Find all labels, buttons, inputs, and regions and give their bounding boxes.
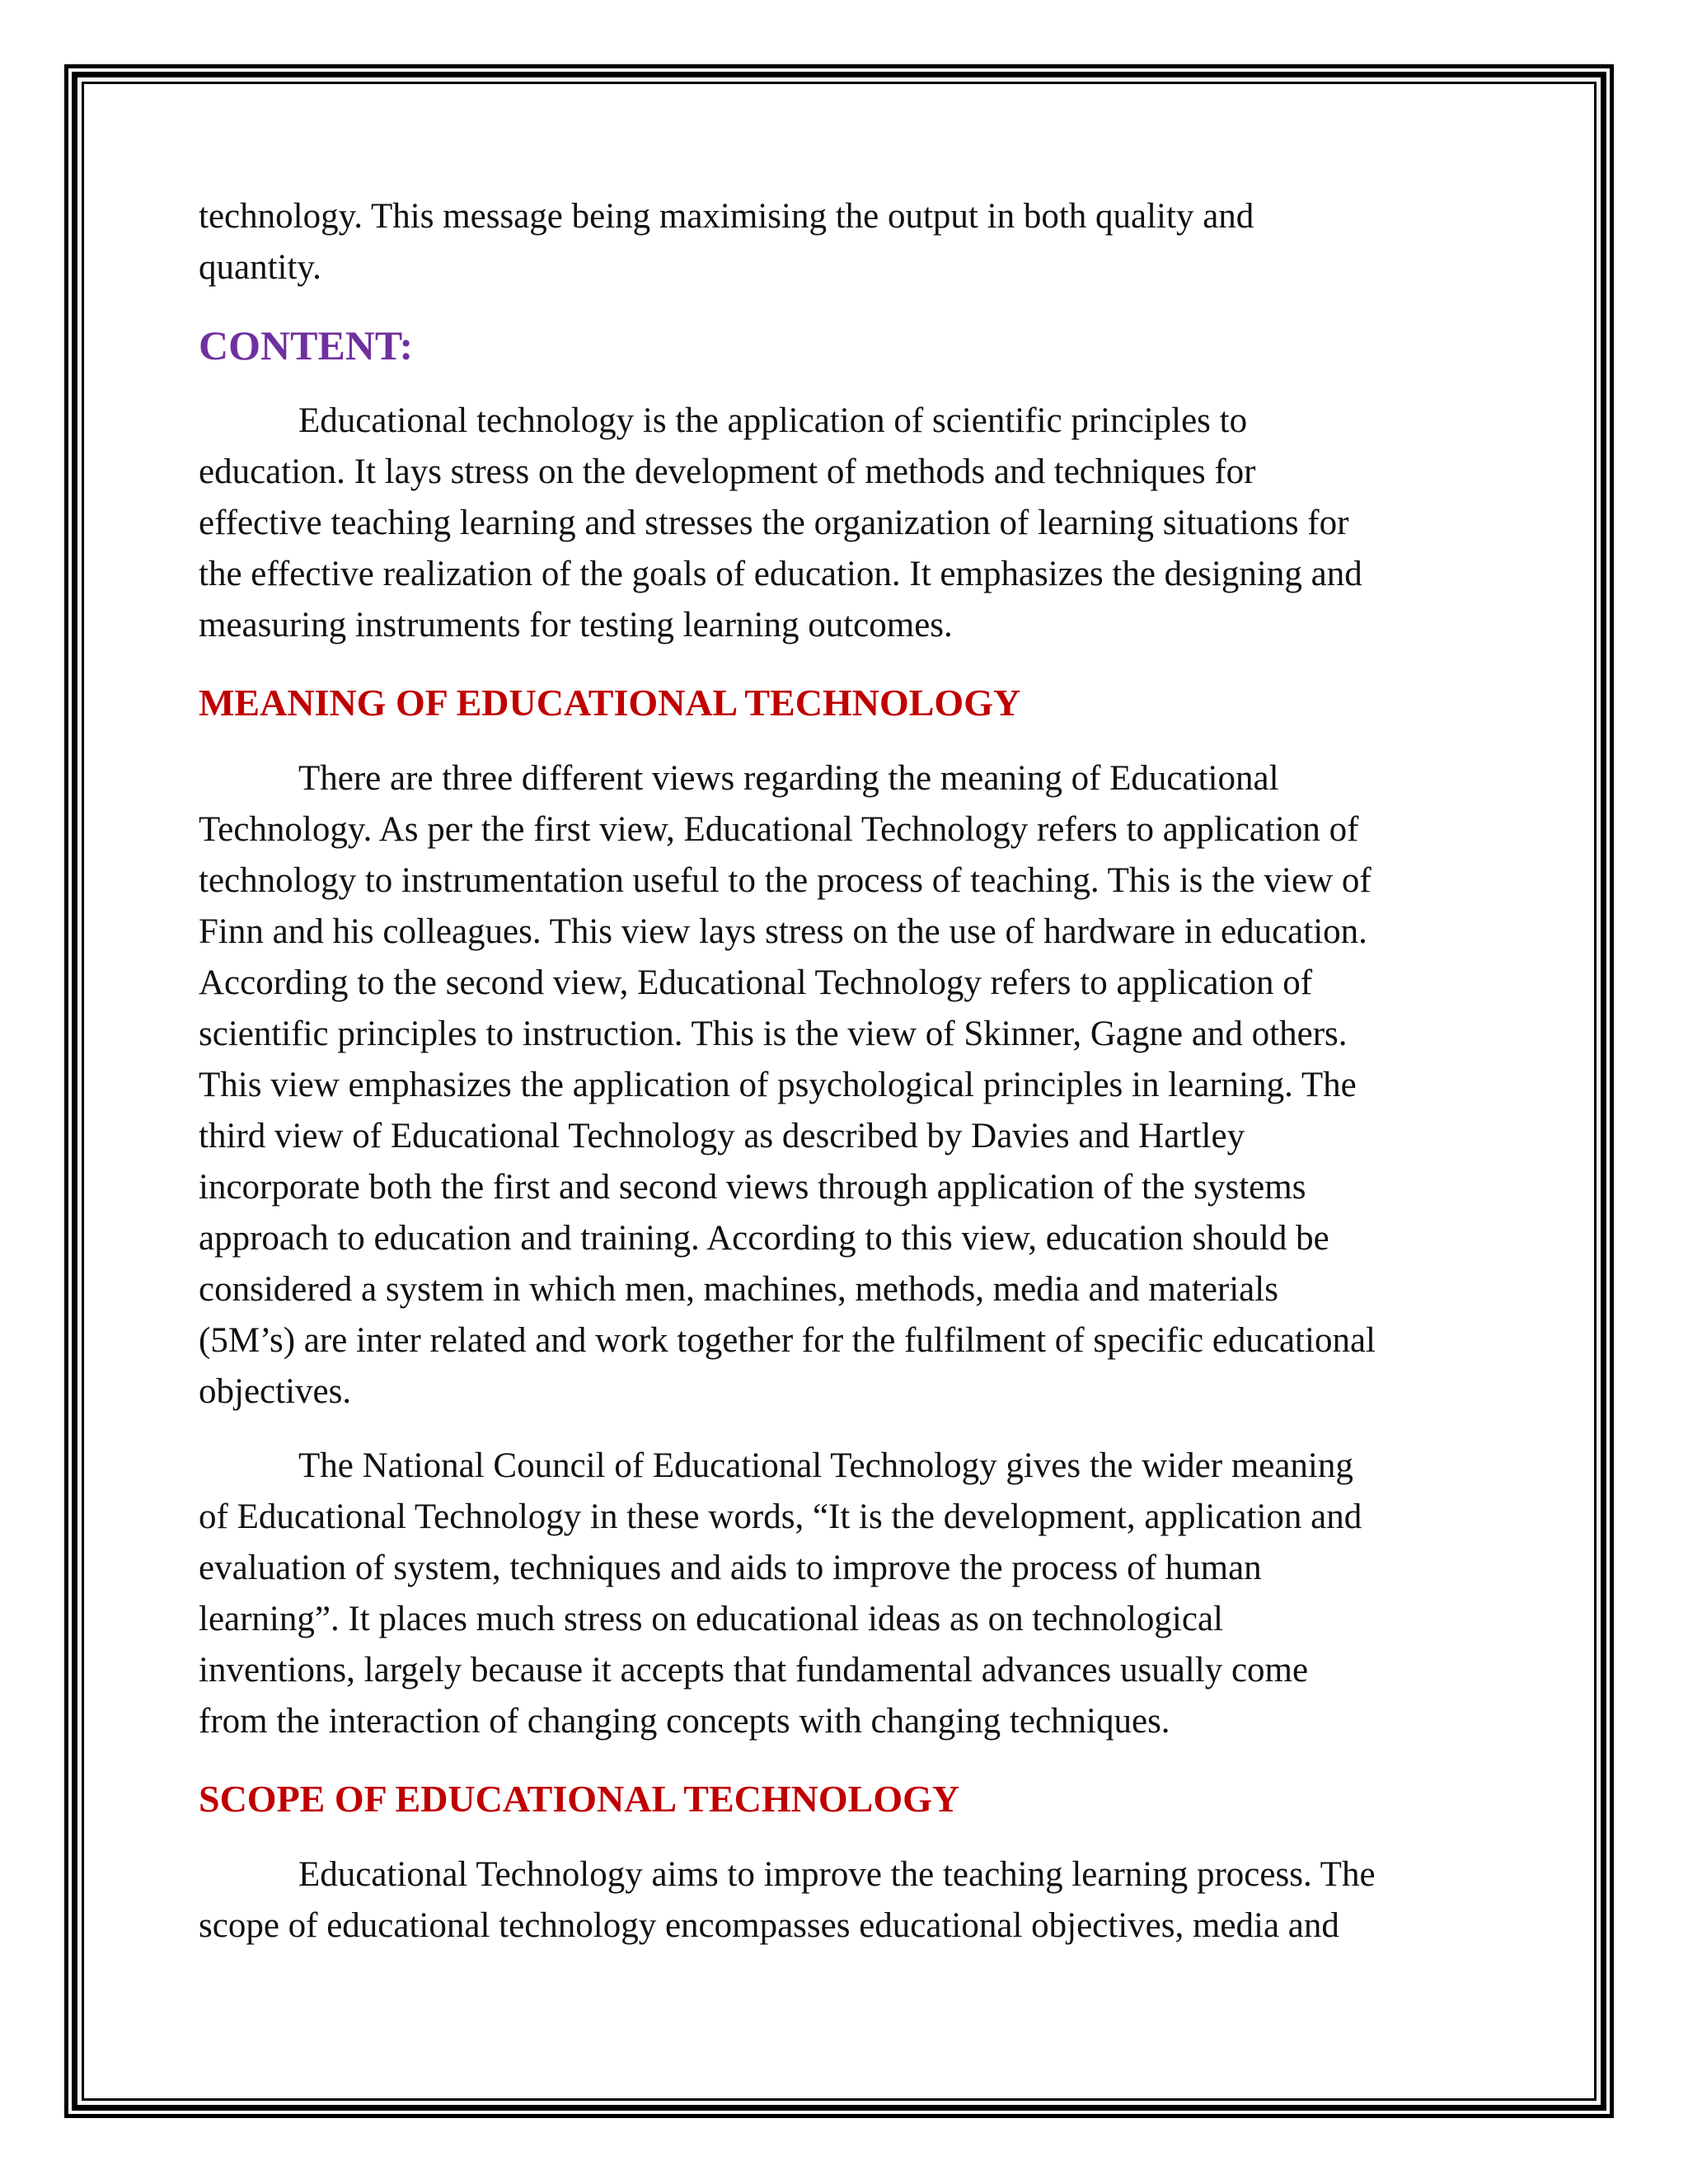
text-line: This view emphasizes the application of psychological principles in learning. The bbox=[199, 1066, 1357, 1104]
text-line: measuring instruments for testing learning outcomes. bbox=[199, 606, 953, 644]
scope-paragraph bbox=[199, 1849, 1484, 1952]
text-line: The National Council of Educational Technology gives the wider meaning bbox=[298, 1446, 1353, 1485]
text-line: the effective realization of the goals of education. It emphasizes the designing and bbox=[199, 555, 1362, 593]
text-line: quantity. bbox=[199, 248, 321, 287]
text-line: effective teaching learning and stresses the organization of learning situations for bbox=[199, 504, 1349, 542]
text-line: evaluation of system, techniques and aids to improve the process of human bbox=[199, 1549, 1262, 1587]
text-line: scientific principles to instruction. This is the view of Skinner, Gagne and others. bbox=[199, 1015, 1348, 1053]
text-line: Technology. As per the first view, Educational Technology refers to application of bbox=[199, 810, 1359, 849]
text-line: learning”. It places much stress on educational ideas as on technological bbox=[199, 1600, 1223, 1638]
text-line: According to the second view, Educational Technology refers to application of bbox=[199, 963, 1313, 1002]
meaning-paragraph-2 bbox=[199, 1441, 1484, 1747]
text-line: from the interaction of changing concepts with changing techniques. bbox=[199, 1702, 1170, 1741]
text-line: of Educational Technology in these words, “It is the development, application and bbox=[199, 1497, 1362, 1536]
text-line: considered a system in which men, machines, methods, media and materials bbox=[199, 1270, 1278, 1309]
text-line: Educational technology is the application of scientific principles to bbox=[298, 401, 1248, 440]
meaning-heading: MEANING OF EDUCATIONAL TECHNOLOGY bbox=[199, 682, 1021, 724]
text-line: Educational Technology aims to improve the teaching learning process. The bbox=[298, 1855, 1376, 1894]
text-line: technology. This message being maximising the output in both quality and bbox=[199, 197, 1254, 236]
intro-paragraph bbox=[199, 191, 1484, 293]
text-line: inventions, largely because it accepts that fundamental advances usually come bbox=[199, 1651, 1309, 1690]
text-line: Finn and his colleagues. This view lays stress on the use of hardware in education. bbox=[199, 912, 1367, 951]
text-line: third view of Educational Technology as described by Davies and Hartley bbox=[199, 1117, 1245, 1155]
content-paragraph bbox=[199, 396, 1484, 651]
text-line: objectives. bbox=[199, 1372, 352, 1411]
meaning-paragraph-1 bbox=[199, 753, 1484, 1418]
text-line: approach to education and training. According to this view, education should be bbox=[199, 1219, 1329, 1258]
text-line: There are three different views regarding the meaning of Educational bbox=[298, 759, 1279, 798]
text-line: scope of educational technology encompasses educational objectives, media and bbox=[199, 1906, 1339, 1945]
text-line: (5M’s) are inter related and work together for the fulfilment of specific educational bbox=[199, 1321, 1376, 1360]
text-line: technology to instrumentation useful to the process of teaching. This is the view of bbox=[199, 861, 1372, 900]
page-content bbox=[199, 191, 1484, 1952]
scope-heading: SCOPE OF EDUCATIONAL TECHNOLOGY bbox=[199, 1778, 960, 1820]
text-line: incorporate both the first and second views through application of the systems bbox=[199, 1168, 1306, 1207]
content-heading: CONTENT: bbox=[199, 322, 414, 368]
text-line: education. It lays stress on the development of methods and techniques for bbox=[199, 452, 1256, 491]
